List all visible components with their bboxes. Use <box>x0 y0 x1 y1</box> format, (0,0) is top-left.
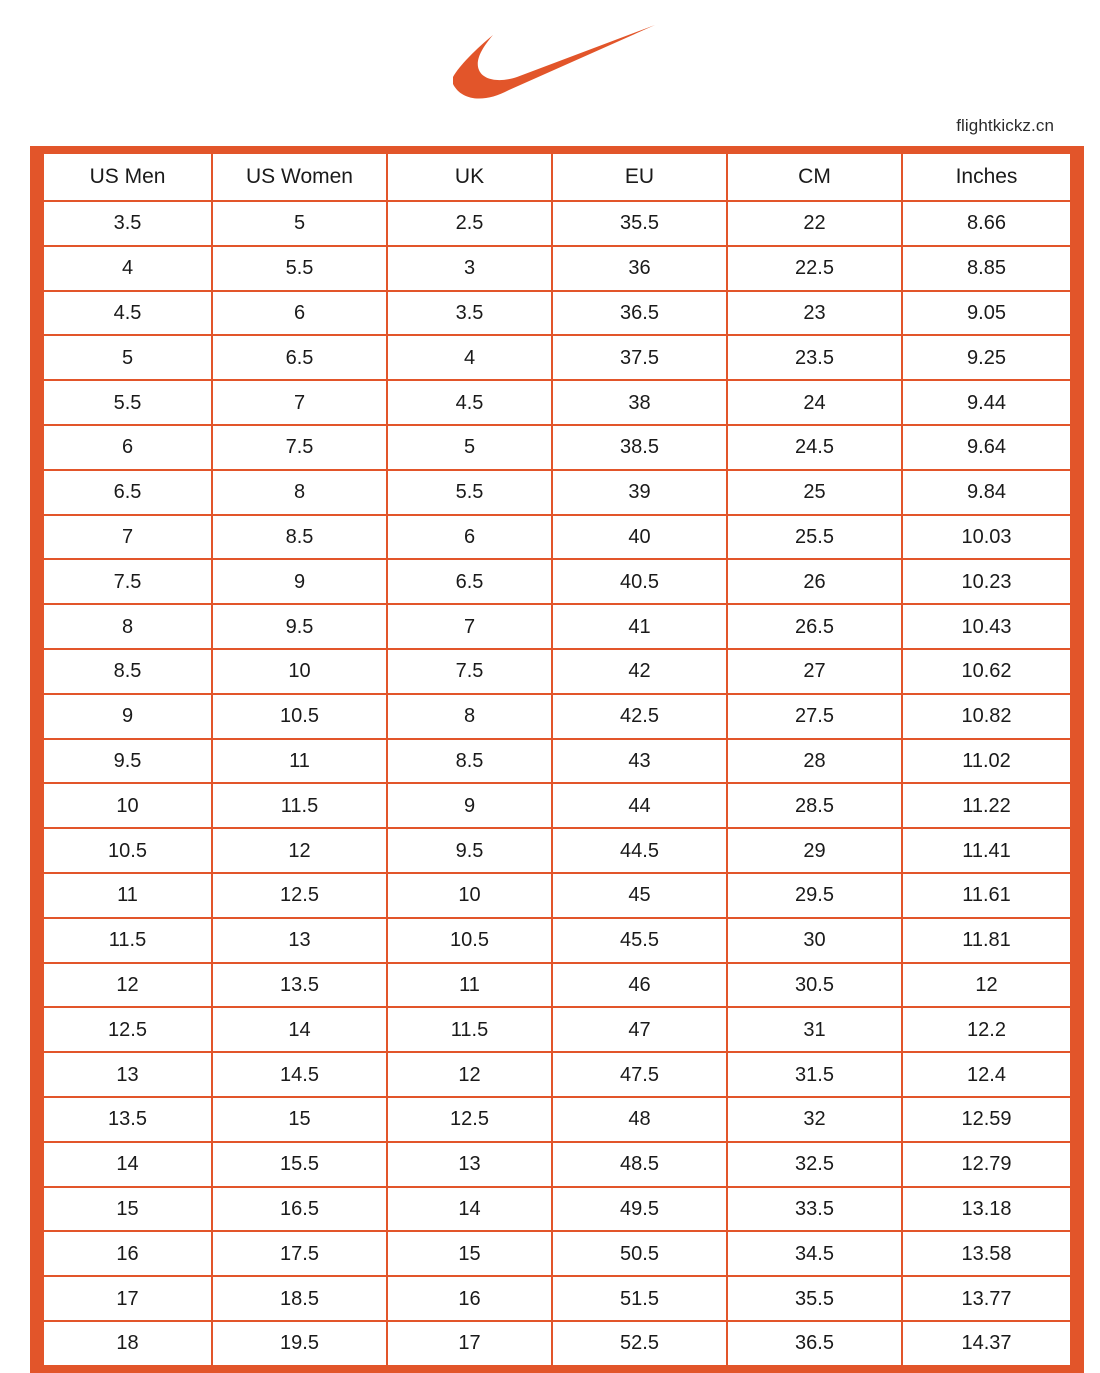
cell-us-women: 11.5 <box>212 783 387 828</box>
cell-us-women: 6.5 <box>212 335 387 380</box>
table-row <box>37 694 1077 739</box>
cell-inches: 8.66 <box>902 201 1077 246</box>
size-chart-body <box>37 150 1077 1369</box>
cell-uk: 8.5 <box>387 739 552 784</box>
cell-uk: 12 <box>387 1052 552 1097</box>
table-row <box>37 963 1077 1008</box>
cell-us-men: 7 <box>37 515 212 560</box>
cell-us-men: 12.5 <box>37 1007 212 1052</box>
cell-cm: 28.5 <box>727 783 902 828</box>
cell-uk: 15 <box>387 1231 552 1276</box>
cell-eu: 46 <box>552 963 727 1008</box>
table-row <box>37 918 1077 963</box>
cell-us-women: 12 <box>212 828 387 873</box>
cell-cm: 23.5 <box>727 335 902 380</box>
cell-cm: 27 <box>727 649 902 694</box>
cell-eu: 48.5 <box>552 1142 727 1187</box>
cell-us-men: 7.5 <box>37 559 212 604</box>
cell-eu: 47.5 <box>552 1052 727 1097</box>
table-row <box>37 1142 1077 1187</box>
table-row <box>37 1321 1077 1369</box>
cell-us-men: 11.5 <box>37 918 212 963</box>
cell-cm: 22 <box>727 201 902 246</box>
cell-eu: 39 <box>552 470 727 515</box>
cell-uk: 7 <box>387 604 552 649</box>
cell-us-men: 14 <box>37 1142 212 1187</box>
cell-us-women: 5 <box>212 201 387 246</box>
cell-cm: 31.5 <box>727 1052 902 1097</box>
table-row <box>37 515 1077 560</box>
cell-us-men: 10 <box>37 783 212 828</box>
table-row <box>37 649 1077 694</box>
cell-us-women: 16.5 <box>212 1187 387 1232</box>
cell-uk: 13 <box>387 1142 552 1187</box>
column-header-us-women: US Women <box>212 150 387 201</box>
cell-eu: 45.5 <box>552 918 727 963</box>
cell-cm: 26.5 <box>727 604 902 649</box>
cell-cm: 34.5 <box>727 1231 902 1276</box>
cell-us-women: 9 <box>212 559 387 604</box>
cell-inches: 11.81 <box>902 918 1077 963</box>
cell-us-women: 10.5 <box>212 694 387 739</box>
cell-us-women: 11 <box>212 739 387 784</box>
cell-us-women: 7.5 <box>212 425 387 470</box>
cell-uk: 8 <box>387 694 552 739</box>
cell-us-women: 15.5 <box>212 1142 387 1187</box>
cell-uk: 6 <box>387 515 552 560</box>
table-row <box>37 1097 1077 1142</box>
cell-inches: 10.03 <box>902 515 1077 560</box>
cell-cm: 25 <box>727 470 902 515</box>
table-row <box>37 559 1077 604</box>
cell-cm: 24.5 <box>727 425 902 470</box>
cell-us-men: 6.5 <box>37 470 212 515</box>
table-row <box>37 873 1077 918</box>
cell-inches: 10.23 <box>902 559 1077 604</box>
cell-us-women: 8 <box>212 470 387 515</box>
cell-cm: 36.5 <box>727 1321 902 1369</box>
cell-eu: 38.5 <box>552 425 727 470</box>
logo-header <box>0 0 1100 135</box>
cell-inches: 12.2 <box>902 1007 1077 1052</box>
cell-eu: 42.5 <box>552 694 727 739</box>
cell-cm: 25.5 <box>727 515 902 560</box>
cell-us-women: 6 <box>212 291 387 336</box>
table-row <box>37 291 1077 336</box>
cell-us-women: 17.5 <box>212 1231 387 1276</box>
column-header-eu: EU <box>552 150 727 201</box>
cell-cm: 33.5 <box>727 1187 902 1232</box>
cell-eu: 52.5 <box>552 1321 727 1369</box>
cell-us-men: 17 <box>37 1276 212 1321</box>
cell-eu: 43 <box>552 739 727 784</box>
cell-uk: 11.5 <box>387 1007 552 1052</box>
cell-cm: 30 <box>727 918 902 963</box>
cell-inches: 10.43 <box>902 604 1077 649</box>
cell-uk: 17 <box>387 1321 552 1369</box>
watermark-text: flightkickz.cn <box>956 116 1054 135</box>
cell-cm: 32 <box>727 1097 902 1142</box>
table-row <box>37 1052 1077 1097</box>
table-row <box>37 246 1077 291</box>
cell-us-men: 11 <box>37 873 212 918</box>
table-row <box>37 425 1077 470</box>
cell-uk: 5 <box>387 425 552 470</box>
table-row <box>37 739 1077 784</box>
table-row <box>37 783 1077 828</box>
cell-uk: 2.5 <box>387 201 552 246</box>
column-header-inches: Inches <box>902 150 1077 201</box>
cell-eu: 45 <box>552 873 727 918</box>
cell-uk: 10.5 <box>387 918 552 963</box>
table-row <box>37 201 1077 246</box>
cell-inches: 12.79 <box>902 1142 1077 1187</box>
cell-eu: 36.5 <box>552 291 727 336</box>
cell-inches: 11.02 <box>902 739 1077 784</box>
cell-eu: 48 <box>552 1097 727 1142</box>
cell-inches: 12 <box>902 963 1077 1008</box>
table-row <box>37 1231 1077 1276</box>
cell-inches: 9.25 <box>902 335 1077 380</box>
cell-inches: 12.59 <box>902 1097 1077 1142</box>
cell-cm: 35.5 <box>727 1276 902 1321</box>
cell-us-women: 12.5 <box>212 873 387 918</box>
column-header-us-men: US Men <box>37 150 212 201</box>
cell-us-women: 14.5 <box>212 1052 387 1097</box>
cell-inches: 9.84 <box>902 470 1077 515</box>
table-header-row <box>37 150 1077 201</box>
cell-uk: 9 <box>387 783 552 828</box>
cell-cm: 30.5 <box>727 963 902 1008</box>
cell-us-men: 12 <box>37 963 212 1008</box>
cell-us-men: 9.5 <box>37 739 212 784</box>
cell-us-men: 5.5 <box>37 380 212 425</box>
table-row <box>37 1007 1077 1052</box>
cell-eu: 51.5 <box>552 1276 727 1321</box>
cell-us-women: 13.5 <box>212 963 387 1008</box>
cell-eu: 41 <box>552 604 727 649</box>
cell-cm: 32.5 <box>727 1142 902 1187</box>
cell-uk: 3.5 <box>387 291 552 336</box>
cell-inches: 11.61 <box>902 873 1077 918</box>
column-header-cm: CM <box>727 150 902 201</box>
cell-us-men: 4 <box>37 246 212 291</box>
table-row <box>37 470 1077 515</box>
cell-uk: 7.5 <box>387 649 552 694</box>
cell-us-men: 3.5 <box>37 201 212 246</box>
cell-inches: 14.37 <box>902 1321 1077 1369</box>
cell-inches: 11.22 <box>902 783 1077 828</box>
cell-inches: 13.58 <box>902 1231 1077 1276</box>
nike-swoosh-icon <box>443 22 658 102</box>
cell-cm: 26 <box>727 559 902 604</box>
cell-uk: 14 <box>387 1187 552 1232</box>
cell-cm: 24 <box>727 380 902 425</box>
cell-inches: 13.77 <box>902 1276 1077 1321</box>
cell-us-women: 9.5 <box>212 604 387 649</box>
cell-eu: 37.5 <box>552 335 727 380</box>
cell-us-women: 7 <box>212 380 387 425</box>
cell-eu: 42 <box>552 649 727 694</box>
cell-us-women: 8.5 <box>212 515 387 560</box>
cell-inches: 8.85 <box>902 246 1077 291</box>
cell-inches: 9.44 <box>902 380 1077 425</box>
cell-uk: 3 <box>387 246 552 291</box>
column-header-uk: UK <box>387 150 552 201</box>
cell-eu: 38 <box>552 380 727 425</box>
cell-inches: 9.64 <box>902 425 1077 470</box>
cell-us-women: 5.5 <box>212 246 387 291</box>
cell-us-women: 13 <box>212 918 387 963</box>
cell-us-women: 15 <box>212 1097 387 1142</box>
cell-inches: 12.4 <box>902 1052 1077 1097</box>
table-row <box>37 1276 1077 1321</box>
cell-cm: 22.5 <box>727 246 902 291</box>
cell-us-men: 9 <box>37 694 212 739</box>
cell-us-men: 18 <box>37 1321 212 1369</box>
cell-us-women: 19.5 <box>212 1321 387 1369</box>
cell-cm: 27.5 <box>727 694 902 739</box>
size-chart-container <box>30 146 1070 1355</box>
cell-inches: 10.62 <box>902 649 1077 694</box>
cell-us-men: 13 <box>37 1052 212 1097</box>
cell-cm: 29 <box>727 828 902 873</box>
cell-us-men: 10.5 <box>37 828 212 873</box>
cell-uk: 5.5 <box>387 470 552 515</box>
cell-us-men: 6 <box>37 425 212 470</box>
cell-uk: 11 <box>387 963 552 1008</box>
cell-uk: 16 <box>387 1276 552 1321</box>
cell-uk: 6.5 <box>387 559 552 604</box>
cell-inches: 9.05 <box>902 291 1077 336</box>
cell-us-men: 4.5 <box>37 291 212 336</box>
cell-eu: 44.5 <box>552 828 727 873</box>
cell-us-men: 16 <box>37 1231 212 1276</box>
cell-cm: 29.5 <box>727 873 902 918</box>
cell-uk: 9.5 <box>387 828 552 873</box>
cell-eu: 44 <box>552 783 727 828</box>
cell-us-men: 15 <box>37 1187 212 1232</box>
cell-us-men: 5 <box>37 335 212 380</box>
size-chart-table <box>30 146 1084 1373</box>
cell-eu: 40 <box>552 515 727 560</box>
cell-eu: 50.5 <box>552 1231 727 1276</box>
table-row <box>37 1187 1077 1232</box>
table-row <box>37 380 1077 425</box>
cell-cm: 23 <box>727 291 902 336</box>
table-row <box>37 604 1077 649</box>
cell-us-men: 8 <box>37 604 212 649</box>
cell-us-women: 14 <box>212 1007 387 1052</box>
cell-uk: 4.5 <box>387 380 552 425</box>
cell-eu: 36 <box>552 246 727 291</box>
cell-inches: 11.41 <box>902 828 1077 873</box>
cell-inches: 13.18 <box>902 1187 1077 1232</box>
cell-uk: 4 <box>387 335 552 380</box>
cell-us-women: 18.5 <box>212 1276 387 1321</box>
cell-us-women: 10 <box>212 649 387 694</box>
cell-us-men: 13.5 <box>37 1097 212 1142</box>
cell-eu: 40.5 <box>552 559 727 604</box>
cell-cm: 28 <box>727 739 902 784</box>
table-row <box>37 828 1077 873</box>
table-row <box>37 335 1077 380</box>
cell-eu: 49.5 <box>552 1187 727 1232</box>
cell-inches: 10.82 <box>902 694 1077 739</box>
cell-eu: 35.5 <box>552 201 727 246</box>
cell-cm: 31 <box>727 1007 902 1052</box>
cell-uk: 12.5 <box>387 1097 552 1142</box>
cell-uk: 10 <box>387 873 552 918</box>
cell-us-men: 8.5 <box>37 649 212 694</box>
cell-eu: 47 <box>552 1007 727 1052</box>
